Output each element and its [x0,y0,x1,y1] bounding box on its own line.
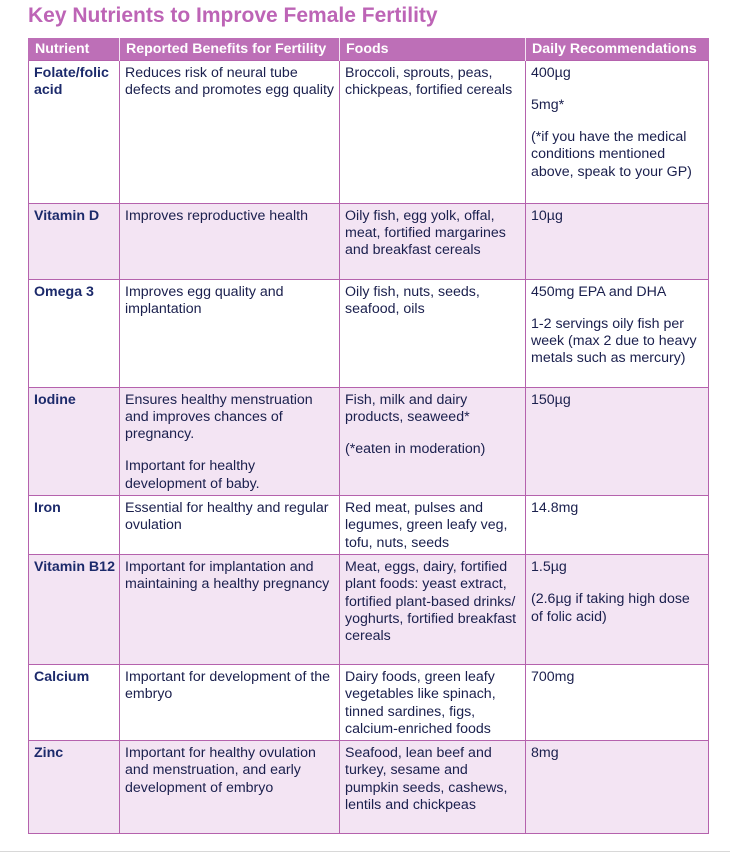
benefit-text: Improves reproductive health [125,207,308,224]
foods-text: Oily fish, egg yolk, offal, meat, fortified margarines and breakfast cereals [345,207,506,259]
benefits-cell [120,60,340,203]
table-row [29,387,709,495]
nutrient-cell [29,495,120,554]
foods-text: Seafood, lean beef and turkey, sesame and pumpkin seeds, cashews, lentils and chickpeas [345,745,508,814]
nutrient-name: Calcium [34,668,90,685]
benefits-cell [120,664,340,740]
nutrient-name: Iodine [34,391,76,408]
recommendation-text: 450mg EPA and DHA [531,283,667,300]
foods-text: Dairy foods, green leafy vegetables like spinach, tinned sardines, figs, calcium-enriched foods [345,668,496,737]
nutrient-cell [29,60,120,203]
bottom-divider [0,851,730,852]
foods-cell [340,279,526,387]
nutrient-cell [29,554,120,664]
benefits-cell [120,387,340,495]
nutrient-name: Vitamin D [34,207,100,224]
header-recommendations: Daily Recommendations [526,38,709,60]
benefits-cell [120,279,340,387]
foods-cell [340,554,526,664]
benefit-text: Reduces risk of neural tube defects and promotes egg quality [125,64,335,98]
recommendation-cell [526,554,709,664]
table-row [29,279,709,387]
page-title: Key Nutrients to Improve Female Fertility [28,4,438,27]
benefit-text: Important for healthy ovulation and menstruation, and early development of embryo [125,745,316,796]
table-row [29,664,709,740]
foods-cell [340,664,526,740]
benefit-text: Ensures healthy menstruation and improves chances of pregnancy. [125,391,313,443]
header-nutrient: Nutrient [29,38,120,60]
benefits-cell [120,495,340,554]
recommendation-cell [526,387,709,495]
foods-cell [340,387,526,495]
header-foods: Foods [340,38,526,60]
benefit-text: Important for healthy development of baby. [125,458,260,492]
foods-text: Broccoli, sprouts, peas, chickpeas, fortified cereals [345,64,513,98]
recommendation-text: 400µg [531,64,571,81]
foods-cell [340,495,526,554]
recommendation-note: 1-2 servings oily fish per week (max 2 due to heavy metals such as mercury) [531,315,697,367]
nutrient-cell [29,279,120,387]
nutrient-cell [29,387,120,495]
foods-cell [340,60,526,203]
benefits-cell [120,203,340,279]
nutrient-name: Zinc [34,745,64,762]
recommendation-note: (2.6µg if taking high dose of folic acid) [531,591,690,625]
recommendation-cell [526,741,709,834]
nutrients-table [28,38,709,834]
nutrient-cell [29,664,120,740]
table-row [29,495,709,554]
table-row [29,203,709,279]
benefit-text: Essential for healthy and regular ovulation [125,499,329,534]
nutrient-cell [29,741,120,834]
benefits-cell [120,554,340,664]
foods-text: Red meat, pulses and legumes, green leafy veg, tofu, nuts, seeds [345,499,508,551]
recommendation-text: 5mg* [531,96,565,113]
recommendation-text: 8mg [531,745,559,762]
recommendation-cell [526,495,709,554]
benefit-text: Improves egg quality and implantation [125,283,284,317]
header-benefits: Reported Benefits for Fertility [120,38,340,60]
benefit-text: Important for development of the embryo [125,668,331,703]
recommendation-text: 700mg [531,668,575,685]
table-row [29,554,709,664]
recommendation-cell [526,203,709,279]
benefits-cell [120,741,340,834]
recommendation-text: 14.8mg [531,499,579,516]
nutrient-name: Folate/folic acid [34,64,109,98]
foods-note: (*eaten in moderation) [345,441,486,458]
foods-text: Meat, eggs, dairy, fortified plant foods: yeast extract, fortified plant-based drinks/ yoghurts, fortified breakfast cereals [345,558,517,645]
nutrient-name: Omega 3 [34,283,94,300]
foods-cell [340,203,526,279]
recommendation-text: 150µg [531,391,571,408]
foods-text: Fish, milk and dairy products, seaweed* [345,391,470,425]
recommendation-cell [526,279,709,387]
nutrient-cell [29,203,120,279]
recommendation-cell [526,60,709,203]
table-header-row [29,38,709,60]
recommendation-text: 1.5µg [531,558,567,575]
recommendation-text: 10µg [531,207,563,224]
nutrient-name: Vitamin B12 [34,558,115,575]
benefit-text: Important for implantation and maintaining a healthy pregnancy [125,558,330,593]
foods-text: Oily fish, nuts, seeds, seafood, oils [345,283,480,317]
foods-cell [340,741,526,834]
nutrient-name: Iron [34,499,61,516]
table-row [29,60,709,203]
recommendation-note: (*if you have the medical conditions mentioned above, speak to your GP) [531,129,692,180]
table-row [29,741,709,834]
recommendation-cell [526,664,709,740]
